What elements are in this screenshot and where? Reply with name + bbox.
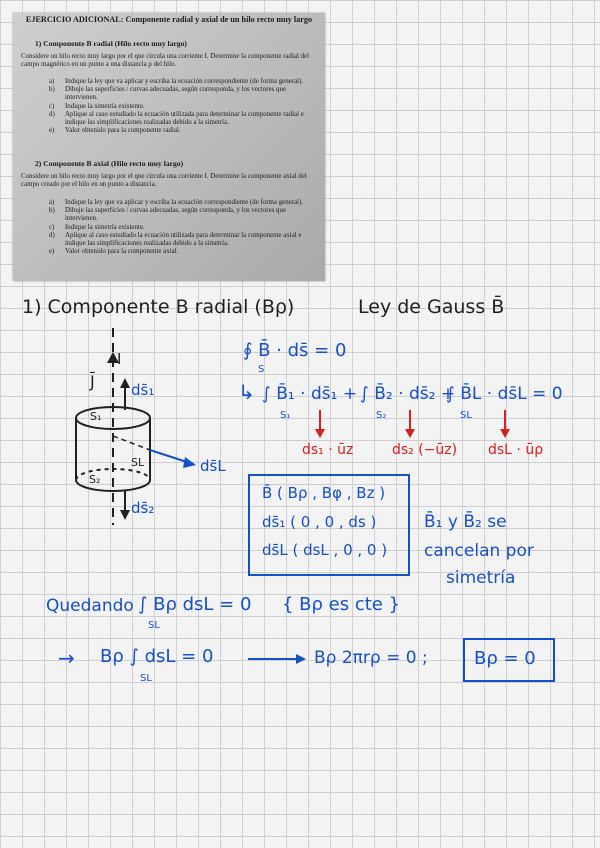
radial-line	[113, 436, 150, 450]
split-sub-1: S₁	[280, 410, 291, 421]
ds1-arrowhead	[120, 378, 130, 388]
final-subscript: SL	[140, 673, 152, 684]
list-item: b) Dibuje las superficies / curvas adecuadas, según corresponda, y los vectores que intervienen.	[49, 207, 286, 223]
current-symbol: J̄	[90, 372, 95, 391]
final-expression: Bρ 2πrρ = 0 ;	[314, 648, 428, 668]
gauss-integral: ∮ B̄ · ds̄ = 0	[243, 340, 347, 361]
split-term-1: ∫ B̄₁ · ds̄₁ +	[262, 384, 358, 404]
red-arrows	[320, 410, 505, 432]
law-title: Ley de Gauss B̄	[358, 296, 505, 318]
expansion-arrow: ↳	[238, 380, 255, 404]
section2-heading: 2) Componente B axial (Hilo recto muy largo)	[35, 159, 184, 168]
list-item: a) Indique la ley que va aplicar y escriba la ecuación correspondiente (de forma general).	[49, 78, 303, 85]
section1-heading: 1) Componente B radial (Hilo recto muy largo)	[35, 39, 187, 48]
dsl-arrowhead	[183, 457, 196, 468]
red-arrowheads	[315, 429, 510, 438]
sl-label: SL	[131, 456, 145, 469]
section2-intro: Considere un hilo recto muy largo por el que circula una corriente I. Determine la componente axial del campo creado por el hilo en un punto a distancia.	[21, 173, 307, 189]
current-label: I	[117, 350, 122, 368]
cancel-line-3: simetría	[446, 568, 516, 588]
gauss-subscript: S	[258, 364, 265, 375]
cancel-line-2: cancelan por	[424, 541, 534, 561]
cancel-line-1: B̄₁ y B̄₂ se	[424, 512, 507, 532]
vector-ds1: ds̄₁ ( 0 , 0 , ds )	[262, 513, 377, 531]
red-ds1: ds₁ · ūz	[302, 442, 354, 458]
list-item: c) Indique la simetría existente.	[49, 223, 145, 231]
vector-dsl: ds̄L ( dsL , 0 , 0 )	[262, 541, 388, 559]
red-dsl: dsL · ūρ	[488, 442, 544, 458]
remaining-subscript: SL	[148, 620, 160, 631]
ds2-arrowhead	[120, 510, 130, 520]
final-arrow: →	[58, 646, 75, 670]
split-term-3: ∫ B̄L · ds̄L = 0	[446, 384, 563, 404]
split-term-2: ∫ B̄₂ · ds̄₂ +	[360, 384, 456, 404]
final-long-arrowhead	[296, 654, 306, 664]
ds2-label: ds̄₂	[131, 499, 155, 517]
list-item: e) Valor obtenido para la componente axial.	[49, 248, 179, 256]
remaining-integral: ∫ Bρ dsL = 0	[138, 594, 252, 615]
section1-intro: Considere un hilo recto muy largo por el que circula una corriente I. Determine la componente radial del campo magnético en un punto a una distancia ρ del hilo.	[21, 53, 310, 69]
notes-heading: 1) Componente B radial (Bρ)	[22, 296, 295, 318]
split-sub-2: S₂	[376, 410, 387, 421]
final-integral: Bρ ∫ dsL = 0	[100, 646, 214, 667]
remaining-note: { Bρ es cte }	[282, 594, 401, 615]
list-item: b) Dibuje las superficies / curvas adecuadas, según corresponda, y los vectores que intervienen.	[49, 86, 286, 102]
list-item: d) Aplique al caso estudiado la ecuación utilizada para determinar la componente radial e indique las simplificaciones realizadas debido a la simetría.	[49, 110, 304, 127]
dsl-label: ds̄L	[200, 457, 226, 475]
list-item: e) Valor obtenido para la componente radial.	[49, 127, 181, 135]
s2-label: S₂	[89, 473, 101, 486]
list-item: c) Indique la simetría existente.	[49, 102, 145, 110]
problem-title: EJERCICIO ADICIONAL: Componente radial y axial de un hilo recto muy largo	[25, 15, 313, 24]
ds1-label: ds̄₁	[131, 381, 155, 399]
red-ds2: ds₂ (−ūz)	[392, 442, 458, 458]
final-result: Bρ = 0	[474, 648, 536, 669]
split-sub-3: SL	[460, 410, 472, 421]
remaining-label: Quedando	[46, 596, 134, 616]
list-item: d) Aplique al caso estudiado la ecuación utilizada para determinar la componente axial e indique las simplificaciones realizadas debido a la simetría.	[49, 231, 302, 248]
s1-label: S₁	[90, 410, 102, 423]
vector-b: B̄ ( Bρ , Bφ , Bz )	[262, 484, 386, 502]
list-item: a) Indique la ley que va aplicar y escriba la ecuación correspondiente (de forma general).	[49, 199, 303, 206]
